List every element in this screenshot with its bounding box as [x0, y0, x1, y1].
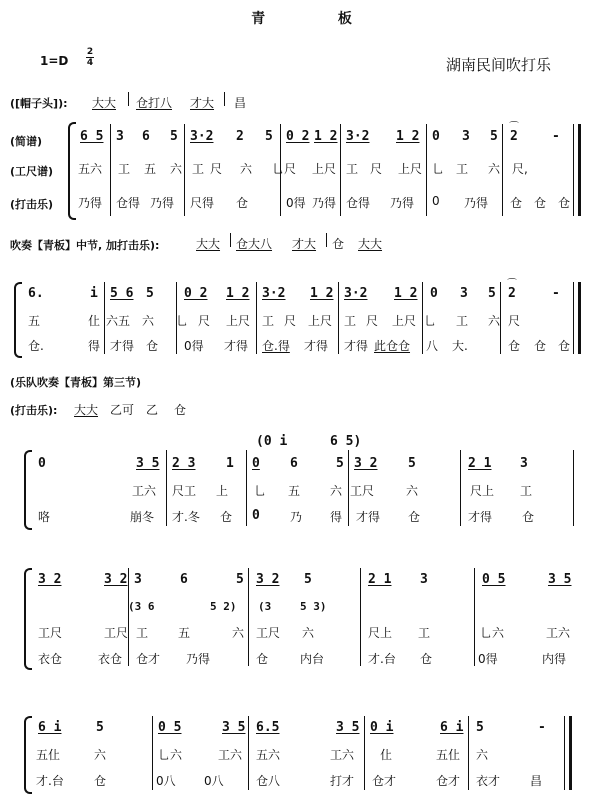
jianpu-note: 0	[432, 129, 440, 144]
gongche-char: 工	[520, 484, 533, 498]
gongche-char: 五	[144, 162, 157, 176]
perc-syllable: 仓	[508, 339, 521, 353]
perc-label: (打击乐):	[10, 404, 58, 417]
perc-syllable: 内得	[542, 652, 567, 666]
perc-syllable: 仓	[256, 652, 269, 666]
jianpu-note: 2	[508, 286, 516, 301]
gongche-char: 尺上	[470, 484, 495, 498]
perc-syllable: 仓才	[372, 774, 397, 788]
gongche-char: 工	[192, 162, 205, 176]
gongche-char: 五仩	[436, 748, 461, 762]
section-token: 仓	[174, 403, 187, 417]
gongche-char: 上尺	[312, 162, 337, 176]
intro-token: 昌	[234, 96, 247, 110]
section-token: 大大	[196, 237, 221, 251]
gongche-char: 六	[476, 748, 489, 762]
jianpu-note: 5	[336, 456, 344, 471]
jianpu-note: 5	[488, 286, 496, 301]
jianpu-note: 0 5	[482, 572, 506, 587]
gongche-char: 乚	[176, 314, 189, 328]
perc-syllable: 才得	[468, 510, 493, 524]
gongche-char: 工尺	[104, 626, 129, 640]
perc-syllable: 衣才	[476, 774, 501, 788]
barline	[500, 282, 501, 354]
jianpu-note: 6 5	[80, 129, 104, 144]
paren-notes: 5 3)	[300, 600, 327, 613]
perc-syllable: 才得	[224, 339, 249, 353]
perc-syllable: 仓	[522, 510, 535, 524]
gongche-char: 五六	[78, 162, 103, 176]
gongche-char: 工	[136, 626, 149, 640]
gongche-char: 工	[262, 314, 275, 328]
jianpu-note: 6	[290, 456, 298, 471]
gongche-char: 六	[232, 626, 245, 640]
barline	[502, 124, 503, 216]
barline	[248, 716, 249, 790]
perc-syllable: 才.台	[36, 774, 64, 788]
barline	[166, 450, 167, 526]
section-label: (乐队吹奏【青板】第三节)	[10, 376, 142, 389]
jianpu-note: 3·2	[344, 286, 368, 301]
jianpu-note: 6.5	[256, 720, 280, 735]
perc-syllable: 才得	[110, 339, 135, 353]
jianpu-note: 6	[180, 572, 188, 587]
barline	[184, 124, 185, 216]
perc-syllable: 0八	[156, 774, 176, 788]
barline	[360, 568, 361, 666]
gongche-char: 上尺	[226, 314, 251, 328]
row-label-percussion: (打击乐)	[10, 198, 54, 211]
gongche-char: 尺	[284, 314, 297, 328]
jianpu-note: 3 2	[256, 572, 280, 587]
jianpu-note: 3 5	[336, 720, 360, 735]
jianpu-note: 5	[146, 286, 154, 301]
jianpu-note: 6.	[28, 286, 44, 301]
time-signature	[86, 47, 94, 68]
paren-notes: (0 i	[256, 434, 288, 449]
section-label: 吹奏【青板】中节, 加打击乐):	[10, 239, 160, 252]
gongche-char: 乚六	[158, 748, 183, 762]
barline	[128, 92, 129, 106]
barline	[474, 568, 475, 666]
barline	[256, 282, 257, 354]
perc-syllable: 仓	[534, 339, 547, 353]
perc-syllable: 0得	[478, 652, 498, 666]
barline	[364, 716, 365, 790]
jianpu-note: 3	[462, 129, 470, 144]
perc-syllable: 0	[252, 508, 260, 523]
fermata-icon: ⌒	[509, 122, 519, 133]
intro-label: ([帽子头]):	[10, 97, 68, 110]
jianpu-note: 3 2	[354, 456, 378, 471]
jianpu-note: 0 2	[184, 286, 208, 301]
jianpu-note: 0	[252, 456, 260, 471]
jianpu-note: 1 2	[396, 129, 420, 144]
gongche-char: 工	[456, 162, 469, 176]
gongche-char: 六	[406, 484, 419, 498]
gongche-char: 六	[94, 748, 107, 762]
final-barline	[578, 124, 581, 216]
barline	[573, 124, 574, 216]
gongche-char: 尺上	[368, 626, 393, 640]
jianpu-note: 0	[38, 456, 46, 471]
perc-syllable: 仓得	[116, 196, 141, 210]
perc-syllable: 仓	[236, 196, 249, 210]
gongche-char: 乚	[424, 314, 437, 328]
perc-syllable: 此仓仓	[374, 339, 411, 353]
jianpu-note: 0	[430, 286, 438, 301]
perc-syllable: 仓	[558, 339, 571, 353]
jianpu-note: 1 2	[314, 129, 338, 144]
jianpu-note: 2	[236, 129, 244, 144]
gongche-char: 六五	[106, 314, 131, 328]
perc-syllable: 昌	[530, 774, 543, 788]
origin-label: 湖南民间吹打乐	[445, 56, 551, 74]
jianpu-note: 5	[476, 720, 484, 735]
barline	[460, 450, 461, 526]
jianpu-note: 1 2	[394, 286, 418, 301]
gongche-char: 仩	[380, 748, 393, 762]
jianpu-note: 5	[236, 572, 244, 587]
system-brace	[24, 450, 32, 530]
perc-syllable: 仓.得	[262, 339, 290, 353]
barline	[573, 282, 574, 354]
gongche-char: 六	[488, 314, 501, 328]
perc-syllable: 0	[432, 194, 440, 208]
barline	[104, 282, 105, 354]
jianpu-note: 5	[170, 129, 178, 144]
perc-syllable: 得	[330, 510, 343, 524]
jianpu-note: 3	[520, 456, 528, 471]
barline	[564, 716, 565, 790]
jianpu-note: 6 i	[440, 720, 464, 735]
barline	[573, 450, 574, 526]
intro-token: 仓打八	[136, 96, 173, 110]
barline	[248, 568, 249, 666]
perc-syllable: 才得	[344, 339, 369, 353]
perc-syllable: 乃得	[464, 196, 489, 210]
perc-syllable: 内台	[300, 652, 325, 666]
jianpu-note: 6 i	[38, 720, 62, 735]
perc-syllable: 崩冬	[130, 510, 155, 524]
section-token: 仓大八	[236, 237, 273, 251]
perc-syllable: 打才	[330, 774, 355, 788]
barline	[230, 233, 231, 247]
perc-syllable: 咯	[38, 510, 51, 524]
gongche-char: 六	[302, 626, 315, 640]
section-token: 仓	[332, 237, 345, 251]
jianpu-note: i	[90, 286, 98, 301]
jianpu-note: 5	[408, 456, 416, 471]
gongche-char: 工六	[546, 626, 571, 640]
gongche-char: 工尺	[350, 484, 375, 498]
jianpu-note: 0 2	[286, 129, 310, 144]
system-brace	[68, 122, 76, 220]
barline	[224, 92, 225, 106]
perc-syllable: 仓.	[28, 339, 44, 353]
barline	[152, 716, 153, 790]
time-bottom: 4	[86, 58, 94, 68]
intro-token: 大大	[92, 96, 117, 110]
barline	[422, 282, 423, 354]
barline	[110, 124, 111, 216]
system-brace	[24, 716, 32, 794]
gongche-char: 工	[344, 314, 357, 328]
barline	[348, 450, 349, 526]
paren-notes: (3	[258, 600, 272, 613]
jianpu-note: -	[552, 286, 560, 301]
gongche-char: 工六	[132, 484, 157, 498]
gongche-char: 乚尺	[272, 162, 297, 176]
perc-syllable: 八	[426, 339, 439, 353]
perc-syllable: 仓	[534, 196, 547, 210]
perc-syllable: 乃得	[186, 652, 211, 666]
jianpu-note: 5 6	[110, 286, 134, 301]
gongche-char: 乚六	[480, 626, 505, 640]
perc-syllable: 才.台	[368, 652, 396, 666]
gongche-char: 乚	[432, 162, 445, 176]
gongche-char: 上尺	[308, 314, 333, 328]
perc-syllable: 才得	[304, 339, 329, 353]
jianpu-note: 5	[490, 129, 498, 144]
gongche-char: 六	[488, 162, 501, 176]
gongche-char: 五	[28, 314, 41, 328]
perc-syllable: 仓	[510, 196, 523, 210]
gongche-char: 工	[418, 626, 431, 640]
jianpu-note: -	[552, 129, 560, 144]
jianpu-note: 3 5	[222, 720, 246, 735]
perc-syllable: 仓才	[136, 652, 161, 666]
system-brace	[14, 282, 22, 358]
perc-syllable: 乃得	[78, 196, 103, 210]
perc-syllable: 得	[88, 339, 101, 353]
key-signature: 1=D	[40, 54, 69, 68]
jianpu-note: 3	[460, 286, 468, 301]
gongche-char: 上	[216, 484, 229, 498]
perc-syllable: 大.	[452, 339, 468, 353]
gongche-char: 工尺	[256, 626, 281, 640]
jianpu-note: 3	[134, 572, 142, 587]
perc-syllable: 乃	[290, 510, 303, 524]
paren-notes: 6 5)	[330, 434, 362, 449]
gongche-char: 尺工	[172, 484, 197, 498]
section-token: 才大	[292, 237, 317, 251]
perc-syllable: 乃得	[390, 196, 415, 210]
gongche-char: 工六	[218, 748, 243, 762]
jianpu-note: 1 2	[310, 286, 334, 301]
gongche-char: 工	[118, 162, 131, 176]
paren-notes: 5 2)	[210, 600, 237, 613]
jianpu-note: 0 i	[370, 720, 394, 735]
gongche-char: 工六	[330, 748, 355, 762]
jianpu-note: 3 5	[136, 456, 160, 471]
section-token: 乙可	[110, 403, 135, 417]
gongche-char: 五仩	[36, 748, 61, 762]
perc-syllable: 0得	[286, 196, 306, 210]
section-token: 乙	[146, 403, 159, 417]
gongche-char: 乚	[254, 484, 267, 498]
perc-syllable: 0八	[204, 774, 224, 788]
jianpu-note: 5	[265, 129, 273, 144]
gongche-char: 六	[170, 162, 183, 176]
perc-syllable: 仓	[94, 774, 107, 788]
barline	[426, 124, 427, 216]
gongche-char: 尺	[198, 314, 211, 328]
gongche-char: 工尺	[38, 626, 63, 640]
jianpu-note: 1	[226, 456, 234, 471]
barline	[128, 568, 129, 666]
gongche-char: 尺	[508, 314, 521, 328]
jianpu-note: 5	[96, 720, 104, 735]
page-title: 青 板	[251, 11, 386, 27]
perc-syllable: 仓	[146, 339, 159, 353]
perc-syllable: 尺得	[190, 196, 215, 210]
final-barline	[569, 716, 572, 790]
system-brace	[24, 568, 32, 670]
gongche-char: 六	[142, 314, 155, 328]
gongche-char: 六	[240, 162, 253, 176]
gongche-char: 尺,	[512, 162, 528, 176]
jianpu-note: 2 1	[468, 456, 492, 471]
perc-syllable: 仓才	[436, 774, 461, 788]
gongche-char: 仩	[88, 314, 101, 328]
perc-syllable: 仓八	[256, 774, 281, 788]
section-token: 大大	[74, 403, 99, 417]
perc-syllable: 衣仓	[38, 652, 63, 666]
gongche-char: 六	[330, 484, 343, 498]
jianpu-note: 3	[420, 572, 428, 587]
perc-syllable: 仓	[420, 652, 433, 666]
jianpu-note: 3·2	[190, 129, 214, 144]
jianpu-note: 3·2	[262, 286, 286, 301]
jianpu-note: 3 2	[104, 572, 128, 587]
final-barline	[578, 282, 581, 354]
perc-syllable: 仓	[220, 510, 233, 524]
gongche-char: 工	[456, 314, 469, 328]
row-label-jianpu: (简谱)	[10, 135, 43, 148]
gongche-char: 上尺	[392, 314, 417, 328]
gongche-char: 五六	[256, 748, 281, 762]
jianpu-note: -	[538, 720, 546, 735]
jianpu-note: 3	[116, 129, 124, 144]
perc-syllable: 0得	[184, 339, 204, 353]
perc-syllable: 才得	[356, 510, 381, 524]
perc-syllable: 才.冬	[172, 510, 200, 524]
jianpu-note: 3·2	[346, 129, 370, 144]
jianpu-note: 3 2	[38, 572, 62, 587]
gongche-char: 尺	[210, 162, 223, 176]
barline	[338, 282, 339, 354]
jianpu-note: 2 1	[368, 572, 392, 587]
gongche-char: 五	[178, 626, 191, 640]
barline	[340, 124, 341, 216]
jianpu-note: 6	[142, 129, 150, 144]
jianpu-note: 3 5	[548, 572, 572, 587]
gongche-char: 工	[346, 162, 359, 176]
perc-syllable: 衣仓	[98, 652, 123, 666]
gongche-char: 尺	[370, 162, 383, 176]
time-top: 2	[86, 47, 94, 57]
perc-syllable: 仓	[408, 510, 421, 524]
gongche-char: 上尺	[398, 162, 423, 176]
perc-syllable: 乃得	[150, 196, 175, 210]
perc-syllable: 乃得	[312, 196, 337, 210]
section-token: 大大	[358, 237, 383, 251]
perc-syllable: 仓得	[346, 196, 371, 210]
jianpu-note: 1 2	[226, 286, 250, 301]
barline	[468, 716, 469, 790]
barline	[326, 233, 327, 247]
gongche-char: 五	[288, 484, 301, 498]
intro-token: 才大	[190, 96, 215, 110]
gongche-char: 尺	[366, 314, 379, 328]
perc-syllable: 仓	[558, 196, 571, 210]
paren-notes: (3 6	[128, 600, 155, 613]
jianpu-note: 0 5	[158, 720, 182, 735]
barline	[246, 450, 247, 526]
fermata-icon: ⌒	[507, 279, 517, 290]
row-label-gongche: (工尺谱)	[10, 165, 54, 178]
jianpu-note: 2	[510, 129, 518, 144]
jianpu-note: 5	[304, 572, 312, 587]
jianpu-note: 2 3	[172, 456, 196, 471]
